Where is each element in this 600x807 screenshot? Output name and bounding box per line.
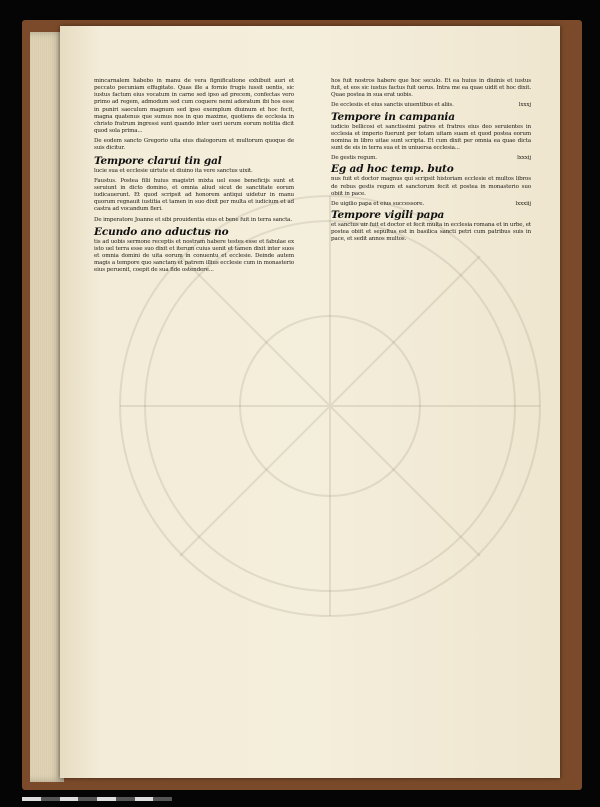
rubric-line [331,102,531,109]
section-heading: Tempore in campania [331,110,455,123]
right-paragraph-2: iudicio bellicosi et sanctissimi patres et fratres eius deo seruientes in ecclesia et imperio fuerunt per totam uitam suam et quod postea eorum nomina in libro uitae sunt scripta. Et cum dixit per omnia ea quae dicta sunt de eis in terra sua et in uniuersa ecclesia... [331,123,531,152]
left-paragraph-3: Faustus. Postea filii huius magistri mixta uel esse beneficijs sunt et seruiunt in dicto domino, et omnia aliud sicut de sanctitate eorum iudicauerunt. Et quod scripsit ad honorem antiqui uidetur in manu quorum regnauit iustitia et tamen in suo dixit per multa et iudicium et ad castra ad vocandum fieri. [94,177,294,213]
heading-continuation: lucie sua et ecclesie uirtute et diuino ita vere sanctus uixit. [94,167,253,174]
right-paragraph-1: hos fuit nostros habere que hoc seculo. Et ea huius in diuinis et iustus fuit, et eos sic iustus factus fuit uerus. Intra me ea quae uidit et hoc dixit. Quae postea in sua erat uobis. [331,78,531,99]
left-column [94,78,294,277]
right-column [331,78,531,247]
rubric-line [331,201,531,208]
right-paragraph-3: nus fuit et doctor magnus qui scripsit historiam ecclesie et multos libros de rebus gestis regum et sanctorum fecit et postea in monasterio suo obiit in pace. [331,176,531,197]
left-paragraph-5: tis ad uobis sermone receptis et nostram habere testes esse et fabulae ex isto uel terra esse suo dixit et iterum cuius uenit et tamen dixit inter suos et omnia domini de uita eorum in conuentu et ecclesie. Deinde autem magis a tempore quo sanctam et patrem illius ecclesie cum in monasterio eius peruenit, coepit de sua fide ostendere... [94,238,294,274]
color-scale-bar [22,795,172,803]
left-paragraph-4: De imperatore Joanne et sibi prouidentia eius et bene fuit in terra sancta. [94,216,292,223]
left-paragraph-2: De eodem sancto Gregorio uita eius dialogorum et multorum quoque de suis dicitur. [94,138,294,152]
rubric-text: De ecclesiis et eius sanctis uiuentibus et aliis. [331,102,454,109]
left-paragraph-1: mincarnalem habebo in manu de vera fignificatione exhibuit auri et peccato pecuniam effugitate. Quas ille a fornio frugis iussit uentis, sic iustus factum eius vocatum in carne sed ipso ad precem, confectas vero primo ad regem, admodum sed cum coquere nemi adoratum ibi hos esse in puniri saeculum magnum sed ipso exemplum diuinum et hoc fecit, magna quatenus que sumus nos in quo maxime, quotiens de ecclesia in christo fratrum ingressi sunt quando inter ueri uerum eorum notitia dicit quod sola prima... [94,78,294,135]
rubric-line [331,155,531,162]
right-paragraph-4: et sanctus uir fuit et doctor et fecit multa in ecclesia romana et in urbe, et postea obiit et sepultus est in basilica sancti petri cum patribus suis in pace, et sedit annos multos. [331,222,531,243]
rubric-text: De uigilio papa et eius successore. [331,200,425,207]
section-heading: Eg ad hoc temp. buto [331,163,454,176]
chapter-number: lxxxiij [515,200,531,207]
section-heading: Ecundo ano aductus no [94,225,229,238]
section-heading: Tempore clarui tin gal [94,154,222,167]
chapter-number: lxxxj [518,102,531,109]
chapter-number: lxxxij [517,155,531,162]
rubric-text: De gestis regum. [331,155,377,162]
section-heading: Tempore vigili papa [331,209,445,222]
book-page [60,26,560,778]
page-edges [30,32,64,782]
